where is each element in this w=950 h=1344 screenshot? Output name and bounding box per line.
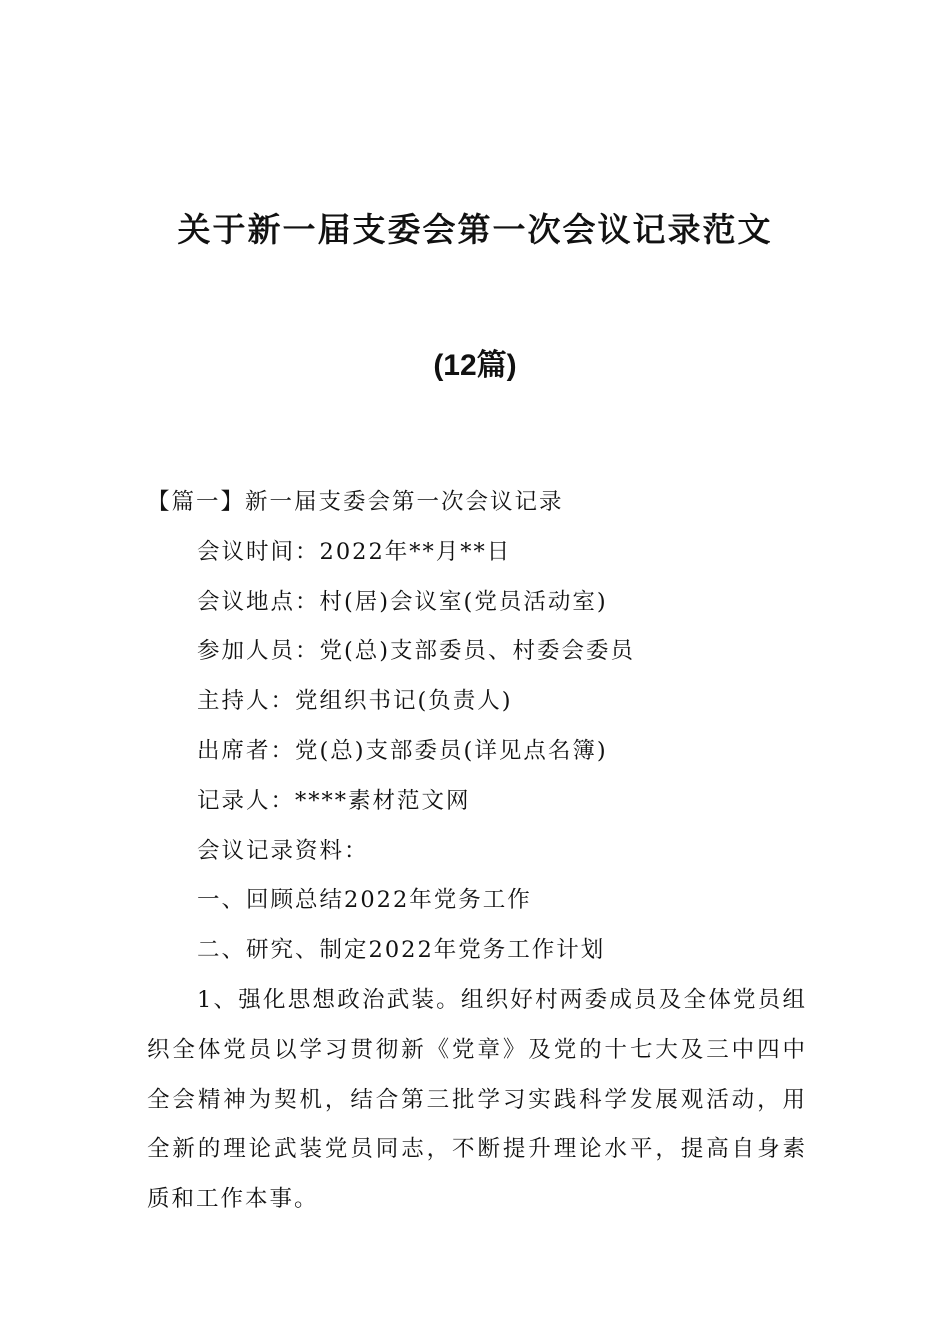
document-body [147,478,807,1225]
document-title: 关于新一届支委会第一次会议记录范文 [177,210,773,249]
meeting-time: 会议时间：2022年**月**日 [197,538,512,565]
meeting-host: 主持人：党组织书记(负责人) [197,688,513,715]
meeting-participants: 参加人员：党(总)支部委员、村委会委员 [197,638,636,665]
agenda-item-2: 二、研究、制定2022年党务工作计划 [197,937,606,964]
agenda-item-1: 一、回顾总结2022年党务工作 [197,887,532,914]
meeting-record-label: 会议记录资料： [197,837,369,864]
paragraph-1: 1、强化思想政治武装。组织好村两委成员及全体党员组织全体党员以学习贯彻新《党章》及党的十七大及三中四中全会精神为契机，结合第三批学习实践科学发展观活动，用全新的理论武装党员同志，不断提升理论水平，提高自身素质和工作本事。 [147,986,807,1213]
document-subtitle: (12篇) [433,349,517,382]
section-heading: 【篇一】新一届支委会第一次会议记录 [147,489,564,515]
meeting-location: 会议地点：村(居)会议室(党员活动室) [197,588,608,615]
meeting-attendees: 出席者：党(总)支部委员(详见点名簿) [197,737,608,764]
meeting-recorder: 记录人：****素材范文网 [197,787,471,814]
